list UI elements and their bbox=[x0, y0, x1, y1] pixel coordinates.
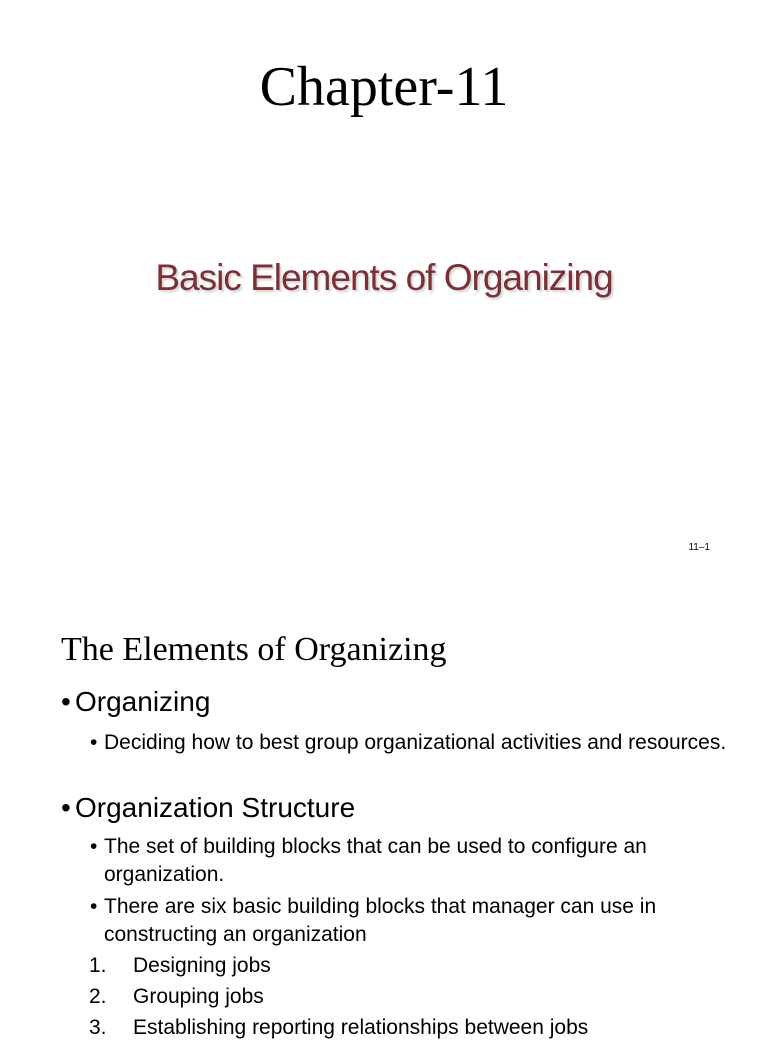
slide-title: The Elements of Organizing bbox=[61, 631, 447, 668]
item-number: 1. bbox=[89, 954, 107, 977]
numbered-item bbox=[89, 983, 264, 1011]
item-text: Establishing reporting relationships between jobs bbox=[133, 1016, 589, 1039]
bullet-icon: • bbox=[90, 731, 98, 754]
bullet-icon: • bbox=[90, 895, 98, 918]
sub-bullet-text: Deciding how to best group organizational activities and resources. bbox=[104, 731, 727, 754]
bullet-icon: • bbox=[61, 686, 71, 717]
sub-bullet-text: There are six basic building blocks that manager can use in constructing an organization bbox=[104, 895, 657, 946]
numbered-item bbox=[89, 1014, 588, 1042]
chapter-subtitle: Basic Elements of Organizing bbox=[155, 257, 613, 298]
item-text: Designing jobs bbox=[133, 954, 271, 977]
item-text: Grouping jobs bbox=[133, 985, 264, 1008]
sub-bullet bbox=[90, 729, 730, 757]
sub-bullet-text: The set of building blocks that can be used to configure an organization. bbox=[104, 835, 647, 886]
numbered-item bbox=[89, 952, 271, 980]
bullet-heading bbox=[61, 790, 355, 826]
content-slide bbox=[0, 576, 768, 1039]
slide-page-number: 11–1 bbox=[688, 542, 710, 553]
bullet-icon: • bbox=[90, 835, 98, 858]
item-number: 3. bbox=[89, 1016, 107, 1039]
bullet-heading-text: Organizing bbox=[75, 686, 211, 717]
item-number: 2. bbox=[89, 985, 107, 1008]
bullet-heading bbox=[61, 684, 210, 720]
sub-bullet bbox=[90, 833, 730, 889]
bullet-icon: • bbox=[61, 792, 71, 823]
bullet-heading-text: Organization Structure bbox=[75, 792, 356, 823]
chapter-title: Chapter-11 bbox=[259, 56, 509, 118]
sub-bullet bbox=[90, 893, 730, 949]
